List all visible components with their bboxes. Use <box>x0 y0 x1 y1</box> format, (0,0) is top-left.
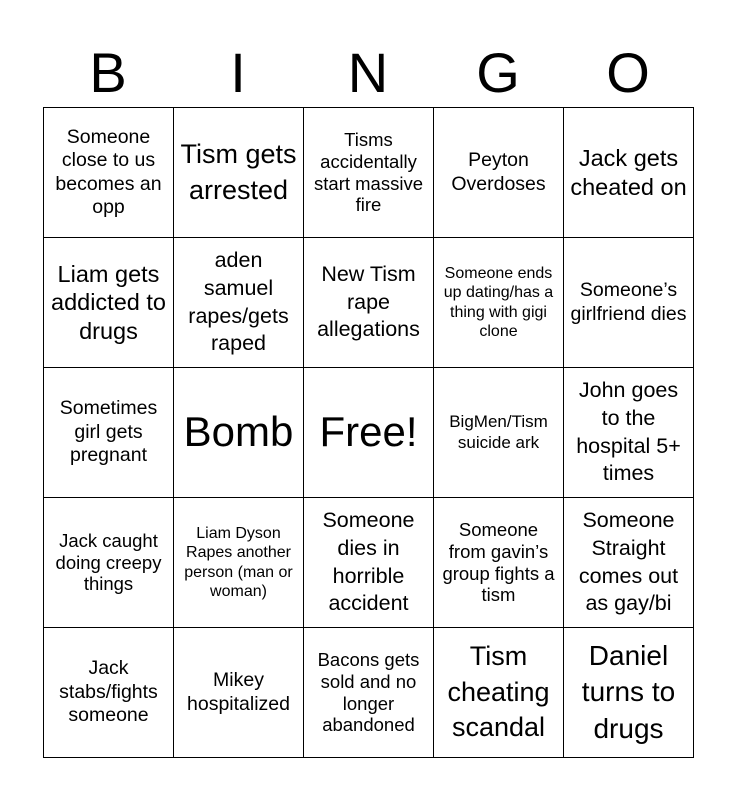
bingo-cell[interactable]: Liam gets addicted to drugs <box>44 238 174 368</box>
bingo-cell[interactable]: Someone dies in horrible accident <box>304 498 434 628</box>
header-letter-i: I <box>230 41 246 104</box>
bingo-cell[interactable]: Jack stabs/fights someone <box>44 628 174 758</box>
bingo-cell[interactable]: Daniel turns to drugs <box>564 628 694 758</box>
free-space[interactable]: Free! <box>304 368 434 498</box>
bingo-header <box>43 38 693 108</box>
bingo-cell[interactable]: Someone Straight comes out as gay/bi <box>564 498 694 628</box>
header-letter-n: N <box>347 41 389 104</box>
header-letter-o: O <box>606 41 650 104</box>
bingo-cell[interactable]: Tism gets arrested <box>174 108 304 238</box>
bingo-cell[interactable]: Bomb <box>174 368 304 498</box>
header-letter-b: B <box>89 41 127 104</box>
bingo-cell[interactable]: Someone from gavin’s group fights a tism <box>434 498 564 628</box>
bingo-row <box>44 108 694 238</box>
bingo-cell[interactable]: Peyton Overdoses <box>434 108 564 238</box>
bingo-cell[interactable]: John goes to the hospital 5+ times <box>564 368 694 498</box>
bingo-cell[interactable]: Liam Dyson Rapes another person (man or woman) <box>174 498 304 628</box>
header-letter-g: G <box>476 41 520 104</box>
bingo-row <box>44 498 694 628</box>
bingo-cell[interactable]: Jack gets cheated on <box>564 108 694 238</box>
bingo-cell[interactable]: Tisms accidentally start massive fire <box>304 108 434 238</box>
bingo-cell[interactable]: aden samuel rapes/gets raped <box>174 238 304 368</box>
bingo-cell[interactable]: Someone close to us becomes an opp <box>44 108 174 238</box>
bingo-cell[interactable]: Bacons gets sold and no longer abandoned <box>304 628 434 758</box>
bingo-cell[interactable]: BigMen/Tism suicide ark <box>434 368 564 498</box>
bingo-cell[interactable]: Someone ends up dating/has a thing with gigi clone <box>434 238 564 368</box>
bingo-card <box>43 107 694 758</box>
bingo-cell[interactable]: New Tism rape allegations <box>304 238 434 368</box>
bingo-row <box>44 368 694 498</box>
bingo-cell[interactable]: Mikey hospitalized <box>174 628 304 758</box>
bingo-cell[interactable]: Tism cheating scandal <box>434 628 564 758</box>
bingo-row <box>44 628 694 758</box>
bingo-row <box>44 238 694 368</box>
bingo-cell[interactable]: Sometimes girl gets pregnant <box>44 368 174 498</box>
bingo-cell[interactable]: Someone’s girlfriend dies <box>564 238 694 368</box>
bingo-cell[interactable]: Jack caught doing creepy things <box>44 498 174 628</box>
